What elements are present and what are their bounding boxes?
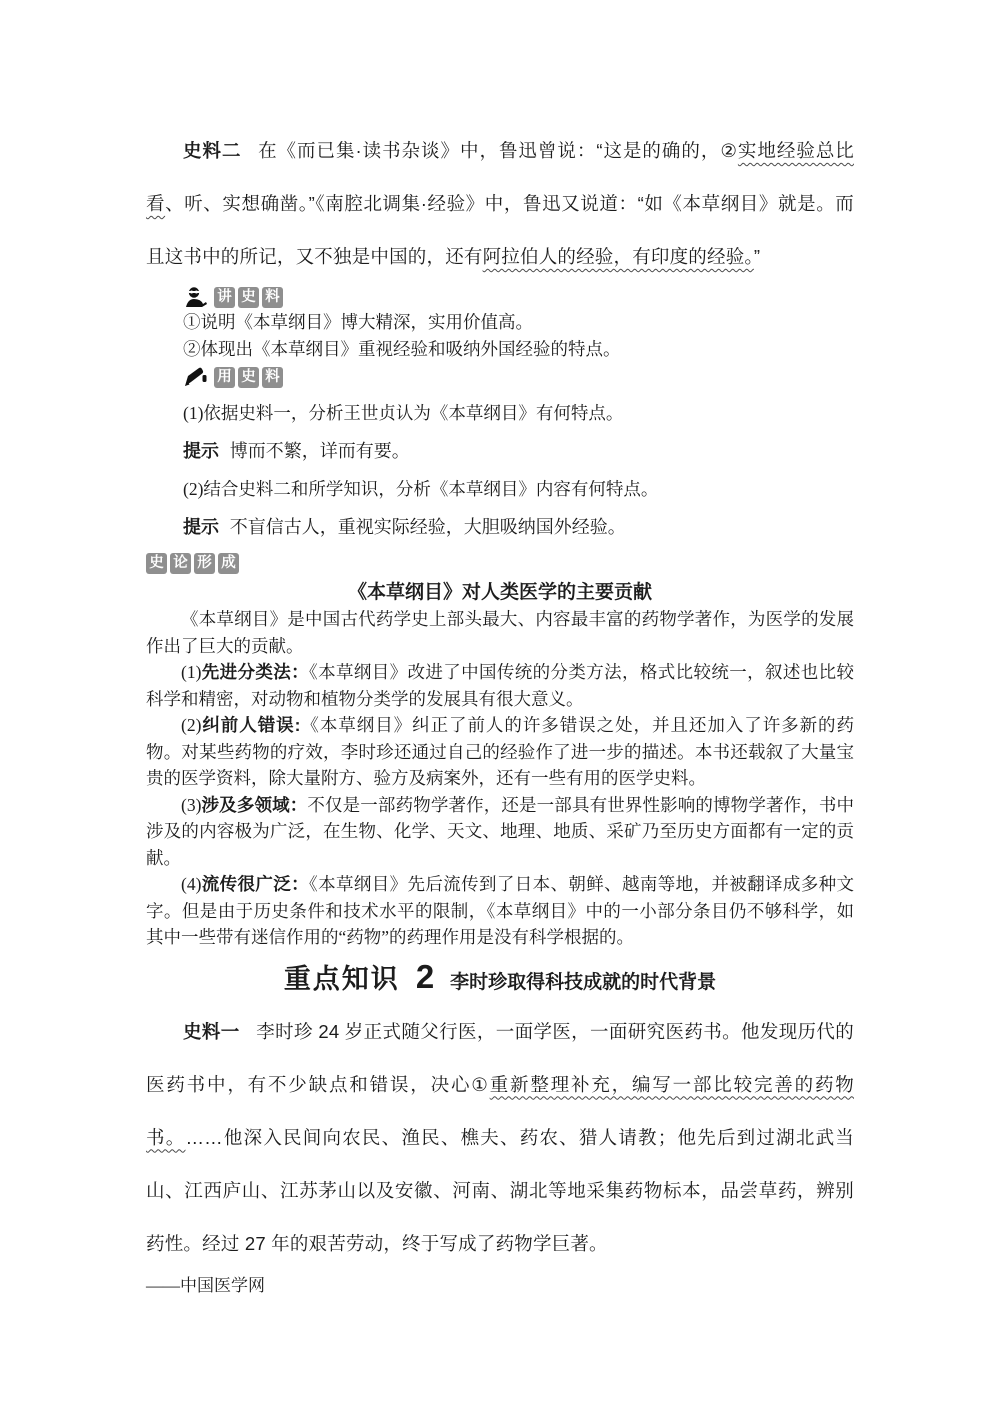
contribution-item-2 <box>146 712 854 792</box>
tip-label: 提示 <box>183 441 219 461</box>
tag-char: 形 <box>194 553 215 574</box>
item-number: (3) <box>181 794 202 815</box>
item-text: 《本草纲目》先后流传到了日本、朝鲜、越南等地，并被翻译成多种文字。但是由于历史条件和技术水平的限制，《本草纲目》中的一小部分条目仍不够科学，如其中一些带有迷信作用的“药物”的药理作用是没有科学根据的。 <box>146 874 855 947</box>
answer-1 <box>183 437 854 465</box>
key-knowledge-heading <box>146 957 854 999</box>
shiliao2-label: 史料二 <box>183 140 242 161</box>
contribution-item-4 <box>146 871 854 951</box>
answer-2-text: 不盲信古人，重视实际经验，大胆吸纳国外经验。 <box>229 517 626 537</box>
note-2: ②体现出《本草纲目》重视经验和吸纳外国经验的特点。 <box>183 339 621 359</box>
pen-icon <box>184 366 208 388</box>
shiliao2-underlined-1: 实地经验总比看 <box>146 140 854 214</box>
item-number: (4) <box>181 874 202 894</box>
answer-1-text: 博而不繁，详而有要。 <box>229 441 410 461</box>
question-1: (1)依据史料一，分析王世贞认为《本草纲目》有何特点。 <box>183 403 624 423</box>
tag-char: 论 <box>170 553 191 574</box>
jiang-shiliao-tag <box>184 285 854 309</box>
item-lead: 纠前人错误: <box>201 715 301 735</box>
tag-char: 用 <box>214 367 235 388</box>
item-lead: 流传很广泛： <box>201 874 310 894</box>
item-text: 不仅是一部药物学著作，还是一部具有世界性影响的博物学著作，书中涉及的内容极为广泛，在生物、化学、天文、地理、地质、采矿乃至历史方面都有一定的贡献。 <box>146 794 855 868</box>
source-attribution: ——中国医学网 <box>146 1275 265 1295</box>
contributions-title: 《本草纲目》对人类医学的主要贡献 <box>347 582 652 603</box>
shiliao1-label: 史料一 <box>183 1020 240 1042</box>
key-knowledge-subtitle: 李时珍取得科技成就的时代背景 <box>450 971 717 993</box>
item-lead: 涉及多领域： <box>201 794 308 815</box>
key-knowledge-number: 2 <box>415 957 435 995</box>
contributions-intro: 《本草纲目》是中国古代药学史上部头最大、内容最丰富的药物学著作，为医学的发展作出了巨大的贡献。 <box>146 609 854 656</box>
tag-char: 成 <box>218 553 239 574</box>
tag-char: 史 <box>238 367 259 388</box>
contribution-item-3 <box>146 792 854 872</box>
shiliao2-paragraph <box>146 124 854 283</box>
item-text: 《本草纲目》纠正了前人的许多错误之处，并且还加入了许多新的药物。对某些药物的疗效，李时珍还通过自己的经验作了进一步的描述。本书还载叙了大量宝贵的医学资料，除大量附方、验方及病案外，还有一些有用的医学史料。 <box>146 715 855 788</box>
item-number: (2) <box>181 715 202 735</box>
yong-shiliao-tag <box>184 365 854 389</box>
note-1: ①说明《本草纲目》博大精深，实用价值高。 <box>183 312 533 332</box>
shilun-xingcheng-tag <box>146 551 854 575</box>
item-text: 《本草纲目》改进了中国传统的分类方法，格式比较统一，叙述也比较科学和精密，对动物和植物分类学的发展具有很大意义。 <box>146 662 855 709</box>
tag-char: 料 <box>262 287 283 308</box>
shiliao2-seg2: 、听、实想确凿。”《南腔北调集·经验》中，鲁迅又说道：“如《本草纲目》就是。而且这书中的所记，又不独是中国的，还有 <box>146 193 854 267</box>
tag-char: 史 <box>238 287 259 308</box>
shiliao2-underlined-2: 阿拉伯人的经验，有印度的经验。 <box>482 246 754 267</box>
shiliao1-seg1: 李时珍 24 岁正式随父行医，一面学医，一面研究医药书。他发现历代的医药书中，有不少缺点和错误，决心① <box>146 1020 854 1095</box>
shiliao2-seg3: ” <box>753 246 761 267</box>
tag-char: 料 <box>262 367 283 388</box>
question-2: (2)结合史料二和所学知识，分析《本草纲目》内容有何特点。 <box>183 479 659 499</box>
shiliao1-underlined-1: 重新整理补充，编写一部比较完善的药物书。 <box>146 1073 854 1148</box>
shiliao2-seg1: 在《而已集·读书杂谈》中，鲁迅曾说：“这是的确的，② <box>258 140 738 161</box>
tag-char: 史 <box>146 553 167 574</box>
tag-char: 讲 <box>214 287 235 308</box>
shiliao1-seg2: ……他深入民间向农民、渔民、樵夫、药农、猎人请教；他先后到过湖北武当山、江西庐山、江苏茅山以及安徽、河南、湖北等地采集药物标本，品尝草药，辨别药性。经过 27 年的艰苦劳动，终于写成了药物学巨著。 <box>146 1126 854 1254</box>
item-number: (1) <box>181 662 202 682</box>
shiliao1-paragraph <box>146 1005 854 1270</box>
item-lead: 先进分类法： <box>201 662 310 682</box>
contribution-item-1 <box>146 659 854 712</box>
tip-label: 提示 <box>183 517 219 537</box>
answer-2 <box>183 513 854 541</box>
key-knowledge-label: 重点知识 <box>283 963 400 994</box>
scholar-icon <box>184 286 208 308</box>
